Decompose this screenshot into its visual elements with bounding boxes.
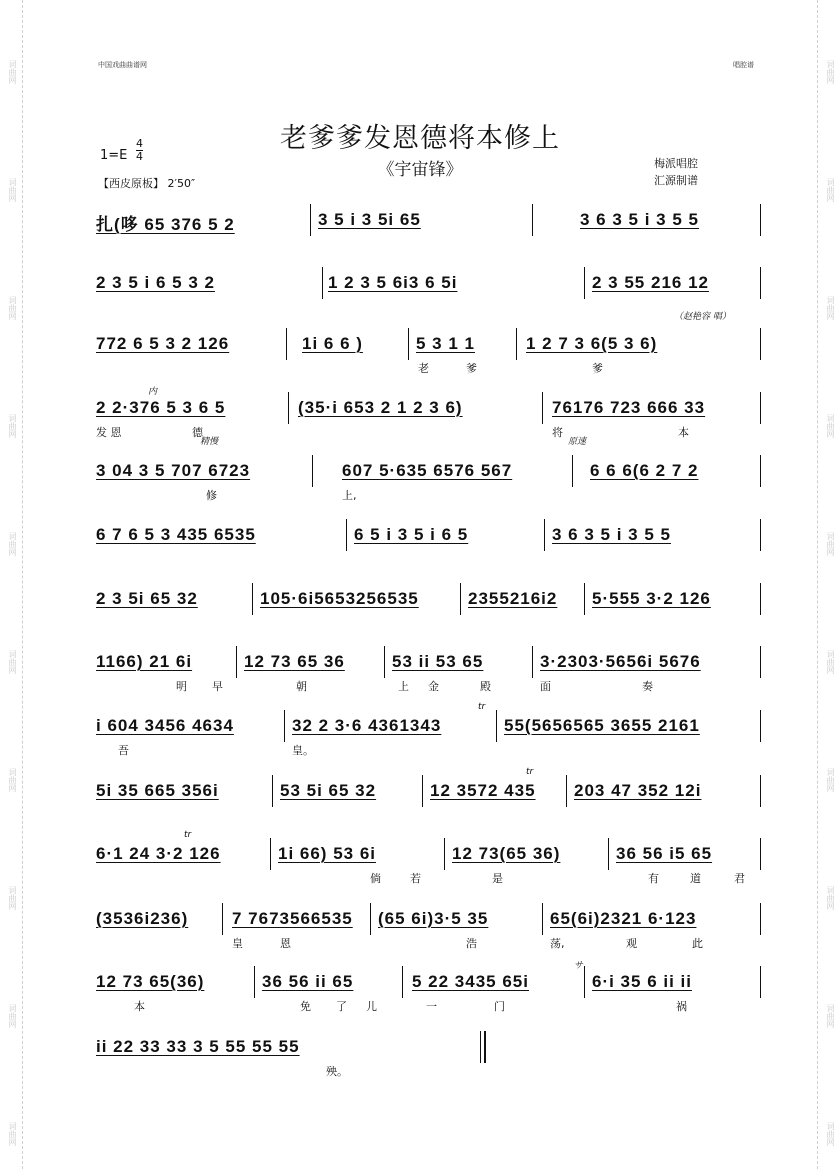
lyric-syllable: 皇。: [292, 744, 314, 757]
lyric-syllable: 吾: [118, 744, 129, 757]
watermark-text: 词曲网: [826, 178, 835, 202]
watermark-text: 词曲网: [8, 886, 17, 910]
barline: [760, 966, 761, 998]
lyric-syllable: 一: [426, 1000, 437, 1013]
measure-notes: 7 7673566535: [232, 909, 353, 928]
watermark-text: 词曲网: [826, 60, 835, 84]
measure-notes: 3 5 i 3 5i 65: [318, 210, 421, 229]
lyric-syllable: 面: [540, 680, 551, 693]
measure-notes: 2 3 55 216 12: [592, 273, 709, 292]
measure-notes: 6·i 35 6 ii ii: [592, 972, 692, 991]
barline: [254, 966, 255, 998]
measure-notes: 607 5·635 6576 567: [342, 461, 513, 480]
barline: [322, 267, 323, 299]
tempo-marking: 【西皮原板】 2′50″: [98, 177, 196, 190]
lyric-syllable: 本: [134, 1000, 145, 1013]
measure-notes: 3·2303·5656i 5676: [540, 652, 701, 671]
measure-notes: 772 6 5 3 2 126: [96, 334, 230, 353]
barline: [566, 775, 567, 807]
barline: [760, 903, 761, 935]
measure-notes: 12 73(65 36): [452, 844, 561, 863]
performance-mark: tr: [526, 767, 534, 777]
watermark-text: 词曲网: [8, 768, 17, 792]
barline: [312, 455, 313, 487]
score-line: [96, 259, 758, 322]
lyric-syllable: 老: [418, 362, 429, 375]
score-line: [96, 1023, 758, 1083]
lyric-syllable: 金: [428, 680, 439, 693]
score-line: [96, 702, 758, 762]
barline: [270, 838, 271, 870]
barline: [760, 455, 761, 487]
barline: [252, 583, 253, 615]
measure-notes: i 604 3456 4634: [96, 716, 234, 735]
measure-notes: 2 3 5 i 6 5 3 2: [96, 273, 215, 292]
barline: [760, 583, 761, 615]
measure-notes: 36 56 i5 65: [616, 844, 713, 863]
barline: [760, 710, 761, 742]
measure-notes: 105·6i5653256535: [260, 589, 419, 608]
barline: [516, 328, 517, 360]
measure-notes: 36 56 ii 65: [262, 972, 354, 991]
barline: [584, 267, 585, 299]
measure-notes: ii 22 33 33 3 5 55 55 55: [96, 1037, 300, 1056]
measure-notes: 3 6 3 5 i 3 5 5: [580, 210, 699, 229]
measure-notes: 6 5 i 3 5 i 6 5: [354, 525, 469, 544]
measure-notes: 65(6i)2321 6·123: [550, 909, 697, 928]
measure-notes: 3 6 3 5 i 3 5 5: [552, 525, 671, 544]
performance-mark: tr: [184, 830, 192, 840]
performance-mark: 精慢: [200, 437, 219, 447]
measure-notes: 1 2 3 5 6i3 6 5i: [328, 273, 458, 292]
barline: [760, 838, 761, 870]
lyric-syllable: 明: [176, 680, 187, 693]
barline: [272, 775, 273, 807]
lyric-syllable: 浩: [466, 937, 477, 950]
lyric-syllable: 若: [410, 872, 421, 885]
measure-notes: 53 5i 65 32: [280, 781, 377, 800]
lyric-syllable: 爹: [592, 362, 603, 375]
barline: [346, 519, 347, 551]
measure-notes: 1166) 21 6i: [96, 652, 193, 671]
barline: [760, 267, 761, 299]
lyric-syllable: 皇: [232, 937, 243, 950]
barline: [584, 966, 585, 998]
key-signature: 1=E: [100, 148, 128, 163]
measure-notes: 1i 66) 53 6i: [278, 844, 377, 863]
lyric-syllable: 殃。: [326, 1065, 348, 1078]
barline: [760, 775, 761, 807]
measure-notes: 53 ii 53 65: [392, 652, 484, 671]
barline: [422, 775, 423, 807]
measure-notes: 2355216i2: [468, 589, 558, 608]
lyric-syllable: 祸: [676, 1000, 687, 1013]
barline: [236, 646, 237, 678]
watermark-text: 词曲网: [826, 414, 835, 438]
measure-notes: 1i 6 6 ): [302, 334, 363, 353]
lyric-syllable: 将: [552, 426, 563, 439]
measure-notes: 6 6 6(6 2 7 2: [590, 461, 699, 480]
lyric-syllable: 殿: [480, 680, 491, 693]
barline: [532, 646, 533, 678]
lyric-syllable: 早: [212, 680, 223, 693]
watermark-text: 词曲网: [8, 1122, 17, 1146]
barline: [760, 519, 761, 551]
lyric-syllable: 奏: [642, 680, 653, 693]
barline: [572, 455, 573, 487]
measure-notes: (35·i 653 2 1 2 3 6): [298, 398, 463, 417]
measure-notes: (3536i236): [96, 909, 189, 928]
lyric-syllable: 荡,: [550, 937, 565, 950]
performance-mark: （赵艳容 唱）: [674, 312, 731, 322]
lyric-syllable: 观: [626, 937, 637, 950]
barline: [542, 392, 543, 424]
lyric-syllable: 修: [206, 489, 217, 502]
measure-notes: 5 3 1 1: [416, 334, 475, 353]
barline: [402, 966, 403, 998]
watermark-text: 词曲网: [8, 60, 17, 84]
score-line: [96, 895, 758, 955]
measure-notes: 55(5656565 3655 2161: [504, 716, 700, 735]
lyric-syllable: 免: [300, 1000, 311, 1013]
barline: [584, 583, 585, 615]
barline: [460, 583, 461, 615]
lyric-syllable: 倘: [370, 872, 381, 885]
barline: [496, 710, 497, 742]
score-line: [96, 958, 758, 1018]
barline: [760, 328, 761, 360]
watermark-text: 词曲网: [8, 414, 17, 438]
lyric-syllable: 是: [492, 872, 503, 885]
performance-mark: 原速: [568, 437, 587, 447]
measure-notes: 5 22 3435 65i: [412, 972, 529, 991]
score-line: [96, 196, 758, 256]
score-line: [96, 638, 758, 698]
performance-mark: 内: [148, 387, 158, 397]
barline: [544, 519, 545, 551]
opera-subtitle: 《宇宙锋》: [377, 160, 463, 180]
measure-notes: 5·555 3·2 126: [592, 589, 711, 608]
meter-top: 4: [136, 137, 143, 150]
score-line: [96, 575, 758, 635]
final-barline: [480, 1031, 481, 1063]
barline: [542, 903, 543, 935]
measure-notes: 6·1 24 3·2 126: [96, 844, 221, 863]
barline: [760, 204, 761, 236]
lyric-syllable: 君: [734, 872, 745, 885]
barline: [284, 710, 285, 742]
score-line: [96, 384, 758, 447]
barline: [760, 646, 761, 678]
meter-bottom: 4: [136, 150, 143, 163]
measure-notes: 203 47 352 12i: [574, 781, 702, 800]
lyric-syllable: 恩: [280, 937, 291, 950]
measure-notes: 扎(哆 65 376 5 2: [96, 215, 235, 234]
performance-mark: tr: [478, 702, 486, 712]
watermark-text: 词曲网: [8, 296, 17, 320]
barline: [408, 328, 409, 360]
barline: [444, 838, 445, 870]
category-label: 唱腔谱: [733, 61, 754, 69]
lyric-syllable: 本: [678, 426, 689, 439]
watermark-text: 词曲网: [826, 532, 835, 556]
measure-notes: (65 6i)3·5 35: [378, 909, 489, 928]
song-title: 老爹爹发恩德将本修上: [280, 123, 560, 154]
lyric-syllable: 儿: [366, 1000, 377, 1013]
watermark-text: 词曲网: [826, 886, 835, 910]
barline: [288, 392, 289, 424]
barline: [532, 204, 533, 236]
barline: [310, 204, 311, 236]
lyric-syllable: 德: [192, 426, 203, 439]
barline: [286, 328, 287, 360]
watermark-text: 词曲网: [826, 768, 835, 792]
watermark-text: 词曲网: [826, 1122, 835, 1146]
watermark-text: 词曲网: [8, 1004, 17, 1028]
lyric-syllable: 上: [398, 680, 409, 693]
lyric-syllable: 爹: [466, 362, 477, 375]
measure-notes: 76176 723 666 33: [552, 398, 706, 417]
measure-notes: 1 2 7 3 6(5 3 6): [526, 334, 658, 353]
final-barline: [484, 1031, 486, 1063]
watermark-text: 词曲网: [826, 650, 835, 674]
score-line: [96, 447, 758, 507]
watermark-text: 词曲网: [8, 532, 17, 556]
barline: [370, 903, 371, 935]
score-line: [96, 767, 758, 827]
barline: [384, 646, 385, 678]
barline: [608, 838, 609, 870]
score-line: [96, 830, 758, 890]
measure-notes: 2 2·376 5 3 6 5: [96, 398, 226, 417]
lyric-syllable: 上,: [342, 489, 357, 502]
barline: [222, 903, 223, 935]
watermark-text: 词曲网: [8, 650, 17, 674]
lyric-syllable: 有: [648, 872, 659, 885]
credit-style: 梅派唱腔: [654, 157, 698, 170]
lyric-syllable: 朝: [296, 680, 307, 693]
measure-notes: 12 73 65 36: [244, 652, 345, 671]
site-name: 中国戏曲曲谱网: [98, 61, 147, 69]
watermark-text: 词曲网: [8, 178, 17, 202]
measure-notes: 6 7 6 5 3 435 6535: [96, 525, 256, 544]
lyric-syllable: 道: [690, 872, 701, 885]
measure-notes: 32 2 3·6 4361343: [292, 716, 442, 735]
measure-notes: 5i 35 665 356i: [96, 781, 219, 800]
measure-notes: 12 73 65(36): [96, 972, 205, 991]
measure-notes: 12 3572 435: [430, 781, 536, 800]
watermark-text: 词曲网: [826, 1004, 835, 1028]
credit-arranger: 汇源制谱: [654, 174, 698, 187]
score-line: [96, 320, 758, 380]
barline: [760, 392, 761, 424]
watermark-text: 词曲网: [826, 296, 835, 320]
lyric-syllable: 发 恩: [96, 426, 122, 439]
performance-mark: サ: [574, 961, 584, 971]
lyric-syllable: 门: [494, 1000, 505, 1013]
measure-notes: 2 3 5i 65 32: [96, 589, 198, 608]
lyric-syllable: 了: [336, 1000, 347, 1013]
score-line: [96, 511, 758, 571]
measure-notes: 3 04 3 5 707 6723: [96, 461, 251, 480]
lyric-syllable: 此: [692, 937, 703, 950]
